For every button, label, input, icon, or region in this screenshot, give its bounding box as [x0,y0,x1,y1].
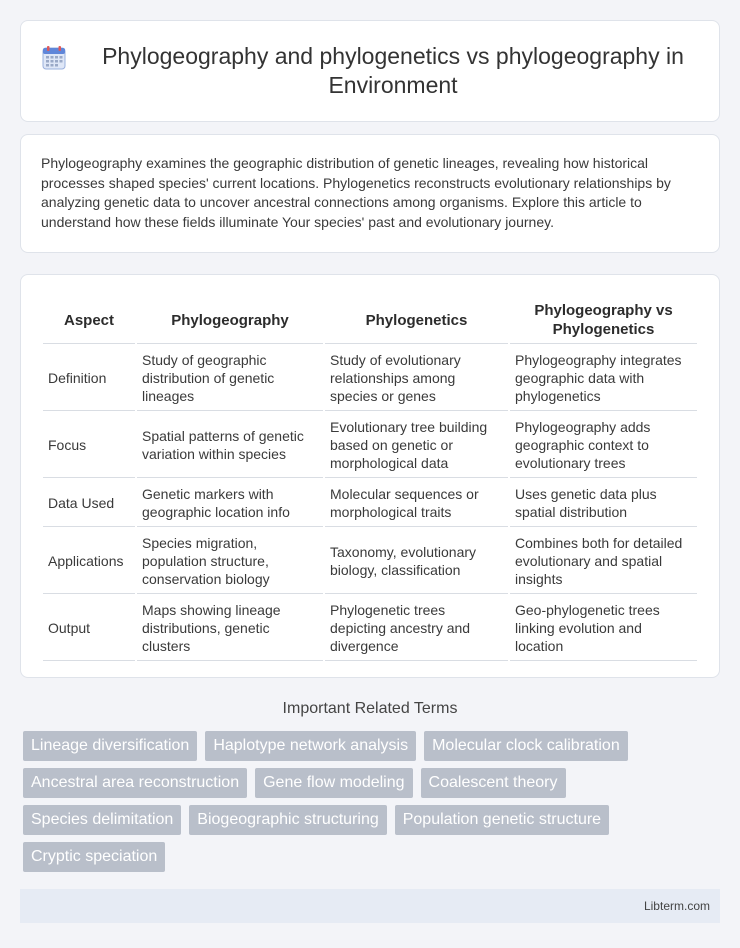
page-title: Phylogeography and phylogenetics vs phylogeography in Environment [102,43,684,98]
cell-aspect: Definition [43,346,135,411]
cell-comparison: Phylogeography adds geographic context to evolutionary trees [510,413,697,478]
related-terms-title: Important Related Terms [282,700,458,717]
cell-phylogeography: Spatial patterns of genetic variation within species [137,413,323,478]
cell-phylogenetics: Phylogenetic trees depicting ancestry and divergence [325,596,508,661]
related-term-tag[interactable]: Biogeographic structuring [189,805,386,835]
footer-brand-link[interactable]: Libterm.com [643,899,710,913]
calendar-icon [41,45,67,71]
related-term-tag[interactable]: Coalescent theory [421,768,566,798]
cell-comparison: Uses genetic data plus spatial distribution [510,480,697,527]
header-aspect: Aspect [43,297,135,344]
header-comparison: Phylogeography vs Phylogenetics [510,297,697,344]
cell-phylogenetics: Evolutionary tree building based on genetic or morphological data [325,413,508,478]
related-terms-list [20,731,720,879]
cell-aspect: Data Used [43,480,135,527]
cell-phylogeography: Genetic markers with geographic location info [137,480,323,527]
header-inner [41,42,699,100]
footer [20,889,720,923]
related-term-tag[interactable]: Species delimitation [23,805,181,835]
intro-text: Phylogeography examines the geographic distribution of genetic lineages, revealing how historical processes shaped species' current locations. Phylogenetics reconstructs evolutionary relationships by analyzing genetic data to uncover ancestral connections among organisms. Explore this article to understand how these fields illuminate Your species' past and evolutionary journey. [41,155,671,230]
header-phylogeography: Phylogeography [137,297,323,344]
cell-phylogenetics: Study of evolutionary relationships among species or genes [325,346,508,411]
table-row [43,346,697,411]
comparison-table-card [20,274,720,678]
related-term-tag[interactable]: Lineage diversification [23,731,197,761]
cell-comparison: Phylogeography integrates geographic data with phylogenetics [510,346,697,411]
intro-card [20,134,720,253]
related-term-tag[interactable]: Haplotype network analysis [205,731,416,761]
related-term-tag[interactable]: Gene flow modeling [255,768,412,798]
cell-comparison: Combines both for detailed evolutionary and spatial insights [510,529,697,594]
cell-phylogeography: Study of geographic distribution of genetic lineages [137,346,323,411]
table-row [43,413,697,478]
cell-phylogeography: Maps showing lineage distributions, genetic clusters [137,596,323,661]
table-header-row [43,297,697,344]
related-term-tag[interactable]: Molecular clock calibration [424,731,628,761]
cell-phylogenetics: Taxonomy, evolutionary biology, classification [325,529,508,594]
cell-aspect: Output [43,596,135,661]
cell-phylogenetics: Molecular sequences or morphological traits [325,480,508,527]
related-term-tag[interactable]: Ancestral area reconstruction [23,768,247,798]
related-term-tag[interactable]: Population genetic structure [395,805,609,835]
header-card [20,20,720,122]
comparison-table [41,295,699,663]
table-row [43,480,697,527]
related-term-tag[interactable]: Cryptic speciation [23,842,165,872]
table-row [43,529,697,594]
cell-aspect: Focus [43,413,135,478]
header-phylogenetics: Phylogenetics [325,297,508,344]
table-row [43,596,697,661]
cell-phylogeography: Species migration, population structure, conservation biology [137,529,323,594]
cell-aspect: Applications [43,529,135,594]
cell-comparison: Geo-phylogenetic trees linking evolution and location [510,596,697,661]
